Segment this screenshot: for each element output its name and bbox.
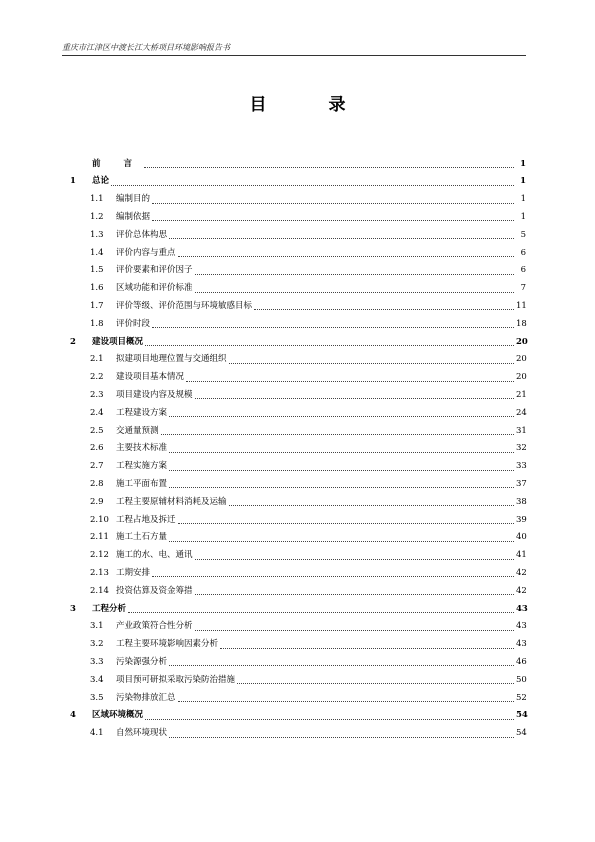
toc-entry-page: 11: [516, 301, 527, 312]
toc-dot-leader: [161, 434, 514, 435]
toc-entry-label: 建设项目概况: [92, 336, 144, 347]
toc-dot-leader: [169, 452, 514, 453]
toc-entry[interactable]: [70, 564, 526, 582]
toc-entry-page: 32: [516, 443, 527, 454]
toc-dot-leader: [169, 665, 514, 666]
toc-dot-leader: [195, 559, 514, 560]
toc-entry-number: 3.5: [90, 692, 104, 703]
toc-entry-number: 2.6: [90, 443, 104, 454]
toc-entry-page: 18: [516, 318, 527, 329]
toc-entry-number: 2.8: [90, 478, 104, 489]
toc-entry-label: 工程建设方案: [116, 407, 168, 418]
toc-entry-page: 40: [516, 532, 527, 543]
page-title: 目 录: [249, 95, 374, 115]
toc-entry-page: 33: [516, 461, 527, 472]
toc-entry[interactable]: [70, 173, 526, 191]
toc-entry-number: 1.2: [90, 212, 104, 223]
toc-entry[interactable]: [70, 475, 526, 493]
toc-entry-number: 2.1: [90, 354, 104, 365]
toc-entry-label: 施工平面布置: [116, 478, 168, 489]
toc-entry-label: 项目预可研拟采取污染防治措施: [116, 674, 236, 685]
toc-entry-label: 工程主要原辅材料消耗及运输: [116, 496, 227, 507]
toc-entry-label: 污染源强分析: [116, 656, 168, 667]
toc-entry-number: 1.4: [90, 247, 104, 258]
toc-entry[interactable]: [70, 244, 526, 262]
toc-entry-label: 评价时段: [116, 318, 151, 329]
toc-dot-leader: [186, 381, 514, 382]
toc-entry-label: 拟建项目地理位置与交通组织: [116, 354, 227, 365]
toc-entry-number: 2: [70, 336, 76, 347]
toc-entry[interactable]: [70, 600, 526, 618]
toc-entry[interactable]: [70, 333, 526, 351]
toc-dot-leader: [195, 274, 514, 275]
toc-entry-number: 1.1: [90, 194, 104, 205]
toc-entry-page: 50: [516, 674, 527, 685]
toc-entry-page: 20: [516, 354, 527, 365]
toc-entry[interactable]: [70, 440, 526, 458]
toc-entry-number: 1.5: [90, 265, 104, 276]
toc-entry-label: 施工的水、电、通讯: [116, 550, 193, 561]
toc-entry-label: 工程主要环境影响因素分析: [116, 639, 219, 650]
toc-entry[interactable]: [70, 511, 526, 529]
toc-entry[interactable]: [70, 653, 526, 671]
toc-entry[interactable]: [70, 689, 526, 707]
toc-entry[interactable]: [70, 208, 526, 226]
toc-entry-page: 20: [516, 336, 528, 347]
toc-entry-number: 3.2: [90, 639, 104, 650]
toc-entry-page: 24: [516, 407, 527, 418]
toc-entry-page: 6: [520, 247, 526, 258]
toc-entry-page: 37: [516, 478, 527, 489]
toc-entry-number: 1.8: [90, 318, 104, 329]
toc-entry[interactable]: [70, 529, 526, 547]
toc-dot-leader: [144, 167, 514, 168]
toc-dot-leader: [229, 363, 514, 364]
toc-dot-leader: [169, 470, 514, 471]
toc-dot-leader: [169, 737, 514, 738]
toc-entry[interactable]: [70, 369, 526, 387]
toc-dot-leader: [145, 345, 514, 346]
toc-entry-number: 2.3: [90, 390, 104, 400]
toc-entry-number: 3.4: [90, 674, 104, 685]
toc-entry-number: 1.6: [90, 283, 104, 294]
toc-entry-number: 3: [70, 603, 76, 614]
toc-entry-page: 31: [516, 425, 527, 436]
toc-dot-leader: [152, 327, 514, 328]
toc-entry[interactable]: [70, 191, 526, 209]
toc-entry-number: 2.7: [90, 461, 104, 472]
toc-entry-number: 2.5: [90, 425, 104, 436]
toc-entry-page: 1: [520, 194, 526, 205]
toc-entry-page: 6: [520, 265, 526, 276]
toc-entry-number: 3.1: [90, 621, 104, 632]
toc-entry-label: 项目建设内容及规模: [116, 390, 193, 400]
toc-entry-number: 2.9: [90, 496, 104, 507]
toc-entry-page: 38: [516, 496, 527, 507]
toc-dot-leader: [195, 630, 514, 631]
header-rule: [62, 55, 526, 56]
toc-entry-number: 2.13: [90, 567, 109, 578]
toc-entry[interactable]: [70, 297, 526, 315]
toc-entry-page: 21: [516, 390, 527, 400]
toc-entry-number: 2.12: [90, 550, 109, 561]
toc-entry[interactable]: [70, 547, 526, 565]
toc-dot-leader: [237, 683, 514, 684]
toc-entry-page: 1: [520, 176, 526, 187]
toc-entry-label: 评价要素和评价因子: [116, 265, 193, 276]
toc-dot-leader: [128, 612, 514, 613]
toc-entry[interactable]: [70, 226, 526, 244]
toc-entry[interactable]: [70, 155, 526, 173]
toc-entry-label: 评价总体构思: [116, 229, 168, 240]
toc-entry[interactable]: [70, 671, 526, 689]
toc-entry-number: 4: [70, 710, 76, 721]
toc-dot-leader: [169, 487, 514, 488]
toc-entry-number: 1.3: [90, 229, 104, 240]
toc-dot-leader: [229, 505, 514, 506]
toc-entry-page: 43: [516, 603, 528, 614]
toc-entry-number: 2.10: [90, 514, 109, 525]
toc-entry-label: 工程分析: [92, 603, 127, 614]
toc-entry[interactable]: [70, 404, 526, 422]
toc-entry-label: 区域环境概况: [92, 710, 144, 721]
toc-dot-leader: [152, 203, 514, 204]
toc-entry-label: 投资估算及资金筹措: [116, 585, 193, 596]
toc-entry[interactable]: [70, 618, 526, 636]
toc-entry-label: 工期安排: [116, 567, 151, 578]
toc-dot-leader: [169, 416, 514, 417]
toc-entry-page: 46: [516, 656, 527, 667]
toc-entry[interactable]: [70, 280, 526, 298]
toc-entry-page: 7: [520, 283, 526, 294]
toc-entry-number: 3.3: [90, 656, 104, 667]
toc-entry-page: 43: [516, 639, 527, 650]
toc-entry-number: 2.4: [90, 407, 104, 418]
toc-entry-label: 工程占地及拆迁: [116, 514, 176, 525]
toc-entry-number: 2.11: [90, 532, 109, 543]
toc-entry-label: 主要技术标准: [116, 443, 168, 454]
toc-entry-label: 总论: [92, 176, 110, 187]
toc-entry-page: 54: [516, 728, 527, 739]
toc-entry[interactable]: [70, 493, 526, 511]
toc-entry-label: 交通量预测: [116, 425, 159, 436]
toc-entry-number: 4.1: [90, 728, 104, 739]
toc-entry-page: 42: [516, 585, 527, 596]
toc-entry-page: 1: [520, 212, 526, 223]
toc-dot-leader: [178, 701, 514, 702]
toc-entry[interactable]: [70, 262, 526, 280]
toc-entry-label: 前 言: [92, 158, 142, 169]
toc-dot-leader: [169, 541, 514, 542]
toc-entry-label: 区域功能和评价标准: [116, 283, 193, 294]
toc-dot-leader: [169, 238, 514, 239]
toc-dot-leader: [152, 576, 514, 577]
toc-entry[interactable]: [70, 351, 526, 369]
toc-entry-label: 编制依据: [116, 212, 151, 223]
toc-entry-page: 20: [516, 372, 527, 383]
toc-dot-leader: [178, 523, 514, 524]
toc-entry-label: 编制目的: [116, 194, 151, 205]
toc-dot-leader: [254, 309, 514, 310]
toc-entry-number: 1.7: [90, 301, 104, 312]
toc-entry-page: 54: [516, 710, 528, 721]
toc-entry[interactable]: [70, 386, 526, 404]
toc-entry[interactable]: [70, 458, 526, 476]
toc-entry-page: 43: [516, 621, 527, 632]
toc-entry-page: 42: [516, 567, 527, 578]
toc-entry[interactable]: [70, 707, 526, 725]
toc-dot-leader: [220, 648, 514, 649]
toc-entry-label: 施工土石方量: [116, 532, 168, 543]
toc-entry-page: 1: [520, 158, 526, 169]
toc-entry-page: 52: [516, 692, 527, 703]
toc-entry-label: 评价等级、评价范围与环境敏感目标: [116, 301, 253, 312]
toc-entry-number: 2.14: [90, 585, 109, 596]
toc-dot-leader: [111, 185, 514, 186]
toc-entry-label: 建设项目基本情况: [116, 372, 185, 383]
toc-dot-leader: [195, 398, 514, 399]
toc-entry[interactable]: [70, 725, 526, 743]
toc-dot-leader: [195, 292, 514, 293]
table-of-contents: [70, 155, 526, 742]
toc-entry-page: 39: [516, 514, 527, 525]
toc-dot-leader: [195, 594, 514, 595]
toc-dot-leader: [152, 220, 514, 221]
toc-entry[interactable]: [70, 636, 526, 654]
toc-entry-page: 41: [516, 550, 527, 561]
toc-entry-number: 1: [70, 176, 76, 187]
toc-entry-label: 污染物排放汇总: [116, 692, 176, 703]
toc-entry[interactable]: [70, 582, 526, 600]
toc-entry-number: 2.2: [90, 372, 104, 383]
toc-entry[interactable]: [70, 422, 526, 440]
toc-entry-label: 评价内容与重点: [116, 247, 176, 258]
toc-entry-label: 工程实施方案: [116, 461, 168, 472]
toc-entry-label: 自然环境现状: [116, 728, 168, 739]
toc-entry-label: 产业政策符合性分析: [116, 621, 193, 632]
toc-dot-leader: [178, 256, 514, 257]
toc-dot-leader: [145, 719, 514, 720]
toc-entry-page: 5: [520, 229, 526, 240]
running-header: 重庆市江津区中渡长江大桥项目环境影响报告书: [62, 43, 230, 52]
toc-entry[interactable]: [70, 315, 526, 333]
